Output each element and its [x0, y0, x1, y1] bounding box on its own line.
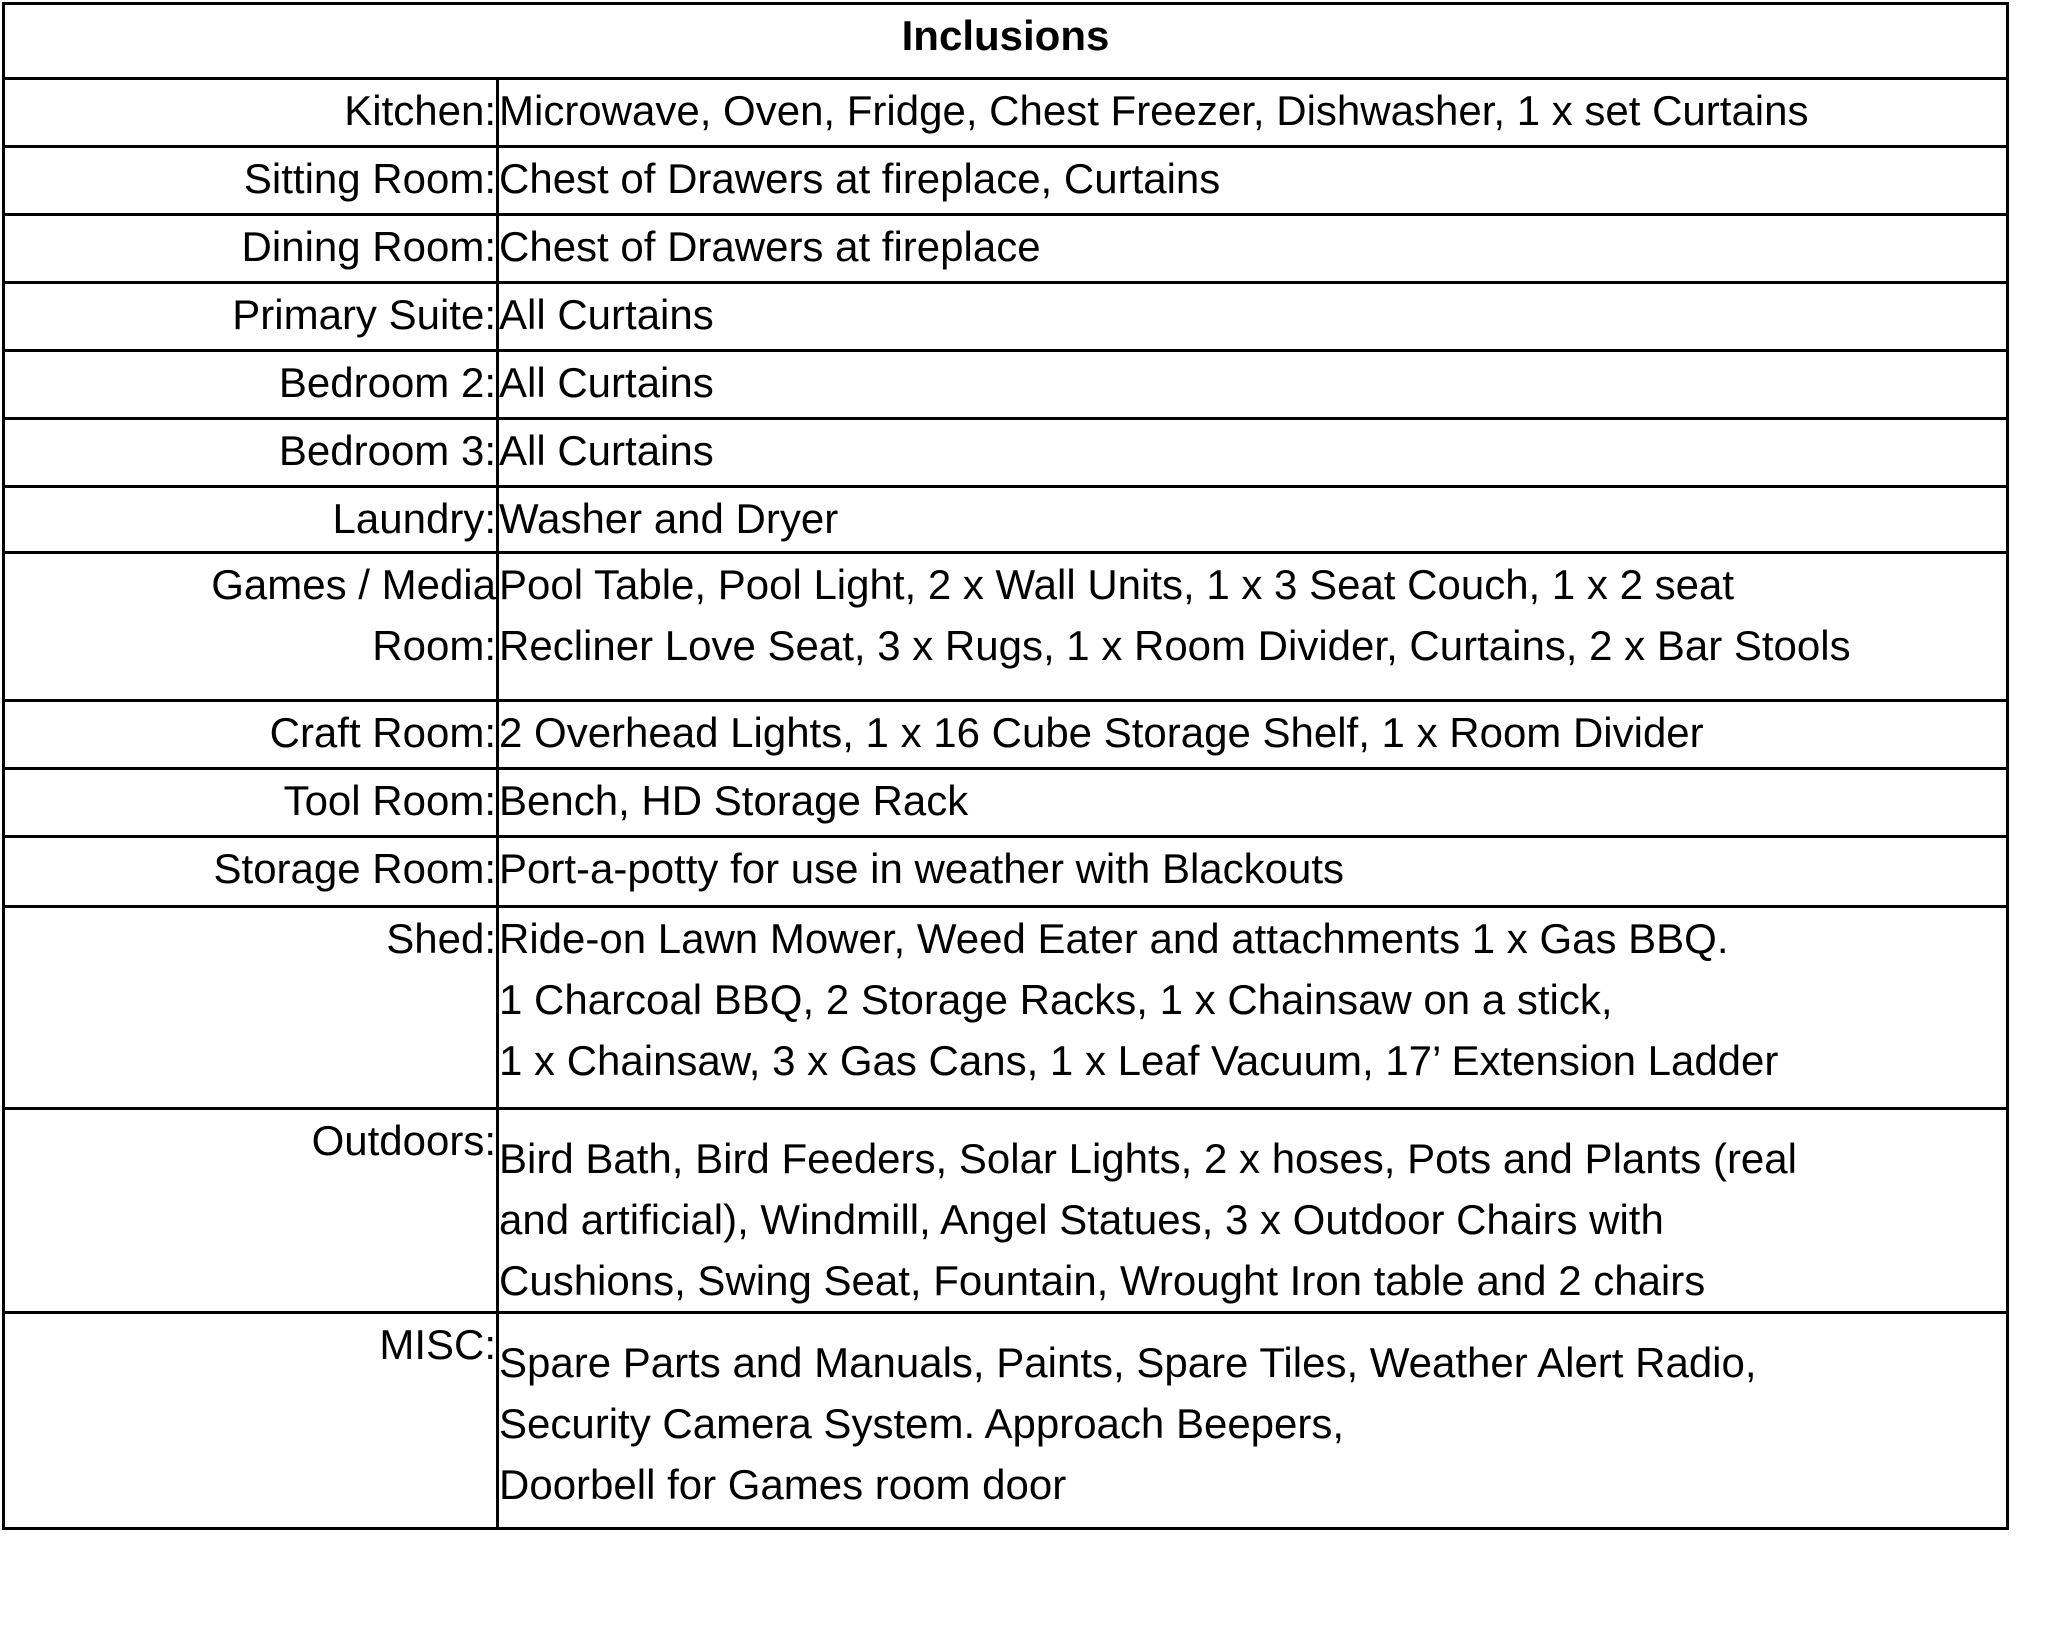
- inclusion-items-line: All Curtains: [499, 427, 714, 474]
- room-label: [4, 215, 498, 283]
- room-label: [4, 769, 498, 837]
- inclusion-items-line: 1 x Chainsaw, 3 x Gas Cans, 1 x Leaf Vacuum, 17’ Extension Ladder: [499, 1037, 1779, 1084]
- room-label-line: Storage Room:: [213, 845, 496, 892]
- room-label-line: Craft Room:: [269, 709, 496, 756]
- table-row: [4, 419, 2008, 487]
- room-label-line: MISC:: [379, 1321, 496, 1368]
- title-row: [4, 4, 2008, 79]
- table-row: [4, 769, 2008, 837]
- inclusion-items: [498, 701, 2008, 769]
- inclusion-items-line: Chest of Drawers at fireplace, Curtains: [499, 155, 1221, 202]
- table-row: [4, 1313, 2008, 1529]
- inclusion-items-line: Pool Table, Pool Light, 2 x Wall Units, 1 x 3 Seat Couch, 1 x 2 seat: [499, 561, 1735, 608]
- room-label-line: Kitchen:: [344, 87, 496, 134]
- table-row: [4, 215, 2008, 283]
- inclusion-items-line: Ride-on Lawn Mower, Weed Eater and attachments 1 x Gas BBQ.: [499, 915, 1729, 962]
- room-label-line: Bedroom 2:: [278, 359, 496, 406]
- inclusion-items-line: All Curtains: [499, 359, 714, 406]
- inclusion-items: [498, 419, 2008, 487]
- inclusion-items-line: 2 Overhead Lights, 1 x 16 Cube Storage Shelf, 1 x Room Divider: [499, 709, 1704, 756]
- inclusion-items-line: 1 Charcoal BBQ, 2 Storage Racks, 1 x Chainsaw on a stick,: [499, 976, 1613, 1023]
- inclusion-items: [498, 215, 2008, 283]
- table-row: [4, 487, 2008, 553]
- room-label: [4, 79, 498, 147]
- inclusion-items-line: Port-a-potty for use in weather with Blackouts: [499, 845, 1345, 892]
- table-title: Inclusions: [4, 4, 2008, 79]
- table-row: [4, 79, 2008, 147]
- inclusion-items-line: and artificial), Windmill, Angel Statues, 3 x Outdoor Chairs with: [499, 1196, 1664, 1243]
- inclusion-items: [498, 837, 2008, 907]
- room-label: [4, 837, 498, 907]
- room-label: [4, 701, 498, 769]
- table-row: [4, 351, 2008, 419]
- table-row: [4, 907, 2008, 1109]
- room-label-line: Bedroom 3:: [278, 427, 496, 474]
- inclusion-items: [498, 79, 2008, 147]
- room-label: [4, 1313, 498, 1529]
- room-label: [4, 419, 498, 487]
- inclusion-items-line: Bird Bath, Bird Feeders, Solar Lights, 2 x hoses, Pots and Plants (real: [499, 1135, 1797, 1182]
- inclusion-items-line: Recliner Love Seat, 3 x Rugs, 1 x Room Divider, Curtains, 2 x Bar Stools: [499, 622, 1851, 669]
- inclusion-items-line: Cushions, Swing Seat, Fountain, Wrought Iron table and 2 chairs: [499, 1257, 1706, 1304]
- room-label: [4, 351, 498, 419]
- room-label-line: Laundry:: [332, 495, 496, 542]
- room-label-line: Sitting Room:: [243, 155, 496, 202]
- room-label-line: Dining Room:: [241, 223, 496, 270]
- table-row: [4, 701, 2008, 769]
- inclusion-items-line: Security Camera System. Approach Beepers,: [499, 1400, 1345, 1447]
- inclusions-table: [2, 2, 2009, 1530]
- room-label: [4, 1109, 498, 1313]
- inclusion-items-line: Washer and Dryer: [499, 495, 839, 542]
- table-row: [4, 837, 2008, 907]
- room-label-line: Shed:: [386, 915, 496, 962]
- inclusion-items-line: All Curtains: [499, 291, 714, 338]
- table-row: [4, 1109, 2008, 1313]
- table-row: [4, 553, 2008, 701]
- inclusion-items-line: Spare Parts and Manuals, Paints, Spare Tiles, Weather Alert Radio,: [499, 1339, 1757, 1386]
- room-label-line: Primary Suite:: [232, 291, 496, 338]
- room-label: [4, 487, 498, 553]
- inclusion-items: [498, 487, 2008, 553]
- room-label: [4, 147, 498, 215]
- room-label: [4, 283, 498, 351]
- room-label-line: Tool Room:: [283, 777, 496, 824]
- inclusion-items: [498, 1313, 2008, 1529]
- table-row: [4, 147, 2008, 215]
- inclusion-items: [498, 1109, 2008, 1313]
- inclusion-items: [498, 147, 2008, 215]
- room-label-line: Room:: [372, 622, 496, 669]
- inclusion-items: [498, 351, 2008, 419]
- inclusion-items: [498, 283, 2008, 351]
- inclusion-items-line: Bench, HD Storage Rack: [499, 777, 969, 824]
- inclusion-items: [498, 769, 2008, 837]
- room-label-line: Games / Media: [211, 561, 496, 608]
- inclusion-items-line: Microwave, Oven, Fridge, Chest Freezer, Dishwasher, 1 x set Curtains: [499, 87, 1809, 134]
- room-label: [4, 553, 498, 701]
- inclusion-items: [498, 553, 2008, 701]
- inclusion-items-line: Doorbell for Games room door: [499, 1461, 1067, 1508]
- room-label-line: Outdoors:: [311, 1117, 496, 1164]
- room-label: [4, 907, 498, 1109]
- table-row: [4, 283, 2008, 351]
- inclusion-items-line: Chest of Drawers at fireplace: [499, 223, 1041, 270]
- inclusion-items: [498, 907, 2008, 1109]
